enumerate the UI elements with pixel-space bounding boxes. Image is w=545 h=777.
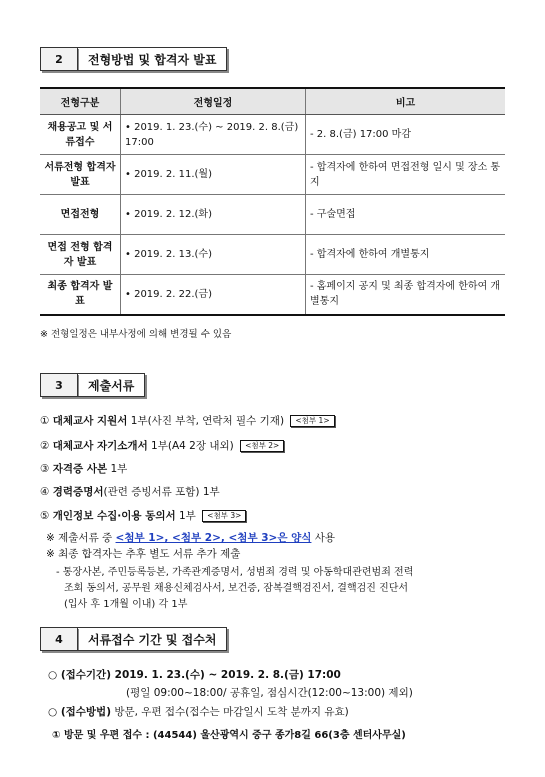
doc-detail: (관련 증빙서류 포함) 1부 — [103, 486, 220, 498]
doc-number: ④ — [40, 486, 50, 498]
cell-type: 최종 합격자 발표 — [40, 275, 121, 315]
table-row — [40, 115, 505, 155]
note-highlight: <첨부 1>, <첨부 2>, <첨부 3>은 양식 — [115, 532, 312, 544]
doc-item — [40, 438, 284, 453]
table-row — [40, 275, 505, 315]
cell-remark: - 2. 8.(금) 17:00 마감 — [306, 115, 506, 155]
doc-detail: 1부 — [107, 463, 128, 475]
doc-name: 대체교사 자기소개서 — [52, 440, 148, 452]
additional-docs-line: 조회 동의서, 공무원 채용신체검사서, 보건증, 잠복결핵검진서, 결핵검진 진단서 — [64, 583, 409, 594]
cell-remark: - 구술면접 — [306, 195, 506, 235]
additional-docs-line: - 통장사본, 주민등록등본, 가족관계증명서, 성범죄 경력 및 아동학대관련범죄 전력 — [56, 567, 414, 578]
doc-name: 자격증 사본 — [52, 463, 108, 475]
table-row — [40, 195, 505, 235]
schedule-table — [40, 87, 505, 316]
doc-name: 개인정보 수집·이용 동의서 — [52, 510, 176, 522]
doc-item — [40, 413, 335, 428]
doc-detail: 1부(A4 2장 내외) — [147, 440, 234, 452]
doc-number: ⑤ — [40, 510, 50, 522]
form-note — [46, 530, 335, 545]
cell-schedule: • 2019. 1. 23.(수) ~ 2019. 2. 8.(금) 17:00 — [121, 115, 306, 155]
section-title: 제출서류 — [77, 373, 145, 397]
doc-detail: 1부 — [175, 510, 196, 522]
cell-remark: - 합격자에 한하여 개별통지 — [306, 235, 506, 275]
table-header-row — [40, 88, 505, 115]
cell-schedule: • 2019. 2. 22.(금) — [121, 275, 306, 315]
note-text: 사용 — [311, 532, 336, 544]
additional-docs-note: ※ 최종 합격자는 추후 별도 서류 추가 제출 — [46, 548, 241, 560]
cell-type: 면접 전형 합격자 발표 — [40, 235, 121, 275]
reception-hours: (평일 09:00~18:00/ 공휴일, 점심시간(12:00~13:00) 제외) — [126, 687, 413, 699]
cell-schedule: • 2019. 2. 11.(월) — [121, 155, 306, 195]
header-remark: 비고 — [306, 88, 506, 115]
doc-number: ③ — [40, 463, 50, 475]
method-detail: 방문, 우편 접수(접수는 마감일시 도착 분까지 유효) — [111, 706, 349, 718]
section-number: 4 — [40, 627, 77, 651]
header-schedule: 전형일정 — [121, 88, 306, 115]
section-number: 3 — [40, 373, 77, 397]
method-label: ○ (접수방법) — [48, 706, 111, 718]
table-row — [40, 235, 505, 275]
section-3-header — [40, 373, 145, 397]
table-row — [40, 155, 505, 195]
cell-type: 채용공고 및 서류접수 — [40, 115, 121, 155]
doc-detail: 1부(사진 부착, 연락처 필수 기재) — [127, 415, 285, 427]
doc-item — [40, 484, 220, 499]
doc-name: 대체교사 지원서 — [52, 415, 128, 427]
note-text: ※ 제출서류 중 — [46, 532, 116, 544]
schedule-note: ※ 전형일정은 내부사정에 의해 변경될 수 있음 — [40, 329, 232, 340]
cell-type: 면접전형 — [40, 195, 121, 235]
attachment-tag: <첨부 1> — [290, 415, 334, 427]
cell-remark: - 홈페이지 공지 및 최종 합격자에 한하여 개별통지 — [306, 275, 506, 315]
section-title: 서류접수 기간 및 접수처 — [77, 627, 227, 651]
doc-item — [40, 508, 246, 523]
doc-number: ① — [40, 415, 50, 427]
additional-docs-line: (입사 후 1개월 이내) 각 1부 — [64, 599, 188, 610]
section-4-header — [40, 627, 227, 651]
header-type: 전형구분 — [40, 88, 121, 115]
section-2-header — [40, 47, 227, 71]
reception-method — [48, 704, 349, 719]
cell-remark: - 합격자에 한하여 면접전형 일시 및 장소 통지 — [306, 155, 506, 195]
reception-period: ○ (접수기간) 2019. 1. 23.(수) ~ 2019. 2. 8.(금) 17:00 — [48, 669, 341, 681]
attachment-tag: <첨부 2> — [240, 440, 284, 452]
doc-item — [40, 461, 127, 476]
section-title: 전형방법 및 합격자 발표 — [77, 47, 227, 71]
cell-schedule: • 2019. 2. 13.(수) — [121, 235, 306, 275]
section-number: 2 — [40, 47, 77, 71]
reception-address: ① 방문 및 우편 접수 : (44544) 울산광역시 중구 종가8길 66(3층 센터사무실) — [52, 730, 406, 741]
cell-type: 서류전형 합격자 발표 — [40, 155, 121, 195]
doc-name: 경력증명서 — [52, 486, 104, 498]
attachment-tag: <첨부 3> — [202, 510, 246, 522]
doc-number: ② — [40, 440, 50, 452]
cell-schedule: • 2019. 2. 12.(화) — [121, 195, 306, 235]
